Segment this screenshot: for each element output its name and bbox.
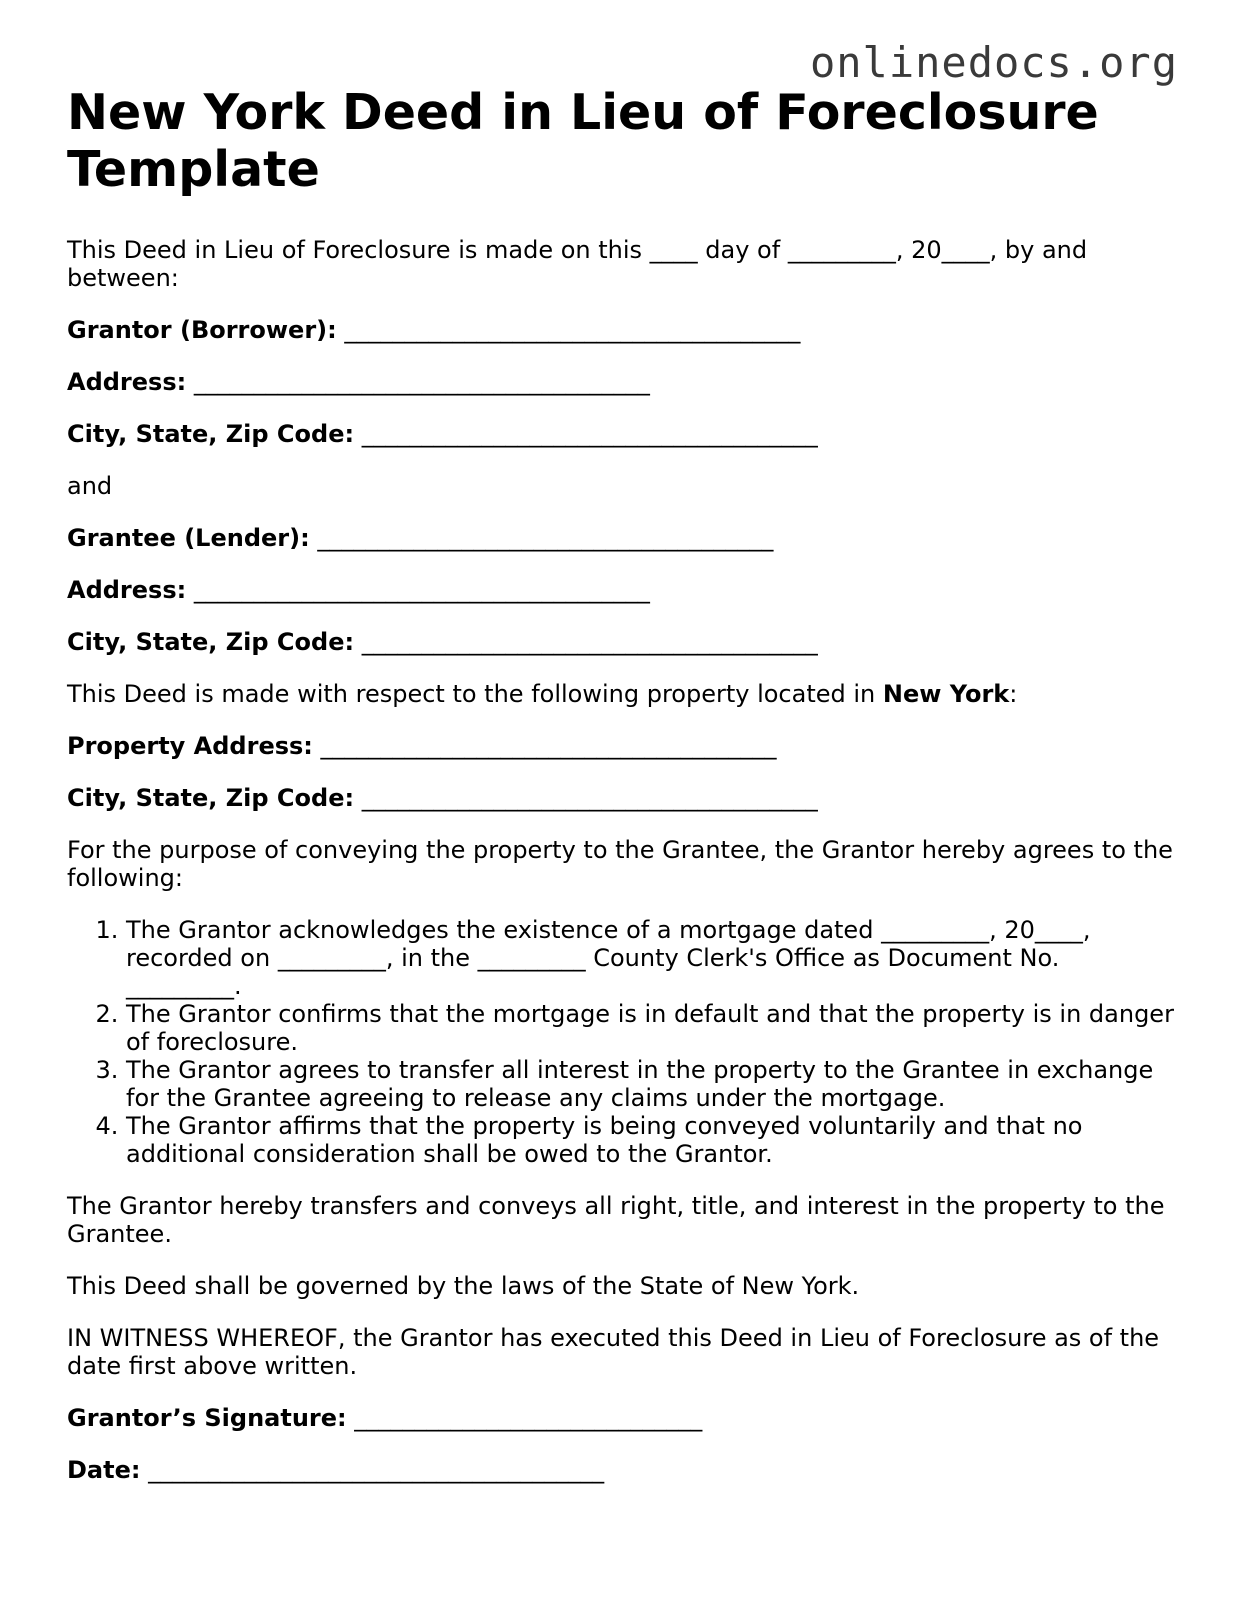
property-intro-end: : xyxy=(1009,680,1018,708)
grantor-city-field xyxy=(67,420,1177,448)
watermark: onlinedocs.org xyxy=(809,38,1178,87)
governing-law-paragraph: This Deed shall be governed by the laws of the State of New York. xyxy=(67,1272,860,1300)
property-address-field xyxy=(67,732,1177,760)
grantee-city-blank: ______________________________________ xyxy=(361,628,818,656)
list-item: 4. The Grantor affirms that the property is being conveyed voluntarily and that no additional consideration shall be owed to the Grantor. xyxy=(126,1112,1177,1168)
signature-blank: _____________________________ xyxy=(354,1404,703,1432)
grantor-address-label: Address: xyxy=(67,368,187,396)
property-city-field xyxy=(67,784,1177,812)
list-item: 2. The Grantor confirms that the mortgage is in default and that the property is in danger of foreclosure. xyxy=(126,1000,1177,1056)
terms-list xyxy=(67,916,1177,1168)
transfer-paragraph: The Grantor hereby transfers and conveys all right, title, and interest in the property to the Grantee. xyxy=(67,1192,1165,1248)
signature-label: Grantor’s Signature: xyxy=(67,1404,347,1432)
property-state: New York xyxy=(882,680,1010,708)
property-intro-text: This Deed is made with respect to the following property located in xyxy=(67,680,883,708)
witness-paragraph: IN WITNESS WHEREOF, the Grantor has executed this Deed in Lieu of Foreclosure as of the date first above written. xyxy=(67,1324,1160,1380)
grantee-address-blank: ______________________________________ xyxy=(193,576,650,604)
date-label: Date: xyxy=(67,1456,141,1484)
page-title: New York Deed in Lieu of Foreclosure Template xyxy=(67,84,1099,198)
grantee-address-field xyxy=(67,576,1177,604)
grantor-name-label: Grantor (Borrower): xyxy=(67,316,337,344)
and-text: and xyxy=(67,472,113,500)
grantor-name-field xyxy=(67,316,1177,344)
grantor-name-blank: ______________________________________ xyxy=(344,316,801,344)
property-intro xyxy=(67,680,1177,708)
intro-paragraph: This Deed in Lieu of Foreclosure is made on this ____ day of _________, 20____, by and between: xyxy=(67,236,1088,292)
grantee-address-label: Address: xyxy=(67,576,187,604)
grantor-city-blank: ______________________________________ xyxy=(361,420,818,448)
grantor-address-field xyxy=(67,368,1177,396)
property-address-label: Property Address: xyxy=(67,732,313,760)
date-blank: ______________________________________ xyxy=(148,1456,605,1484)
list-item: 3. The Grantor agrees to transfer all interest in the property to the Grantee in exchange for the Grantee agreeing to release any claims under the mortgage. xyxy=(126,1056,1177,1112)
list-item: 1. The Grantor acknowledges the existence of a mortgage dated _________, 20____, recorded on _________, in the _________ County Clerk's Office as Document No. _________. xyxy=(126,916,1177,1000)
grantor-address-blank: ______________________________________ xyxy=(193,368,650,396)
property-city-label: City, State, Zip Code: xyxy=(67,784,355,812)
grantee-city-field xyxy=(67,628,1177,656)
property-city-blank: ______________________________________ xyxy=(361,784,818,812)
document-page xyxy=(67,84,1177,1508)
date-field xyxy=(67,1456,1177,1484)
property-address-blank: ______________________________________ xyxy=(320,732,777,760)
grantee-name-field xyxy=(67,524,1177,552)
purpose-paragraph: For the purpose of conveying the property to the Grantee, the Grantor hereby agrees to the following: xyxy=(67,836,1173,892)
signature-field xyxy=(67,1404,1177,1432)
grantor-city-label: City, State, Zip Code: xyxy=(67,420,355,448)
grantee-name-label: Grantee (Lender): xyxy=(67,524,310,552)
grantee-city-label: City, State, Zip Code: xyxy=(67,628,355,656)
grantee-name-blank: ______________________________________ xyxy=(317,524,774,552)
